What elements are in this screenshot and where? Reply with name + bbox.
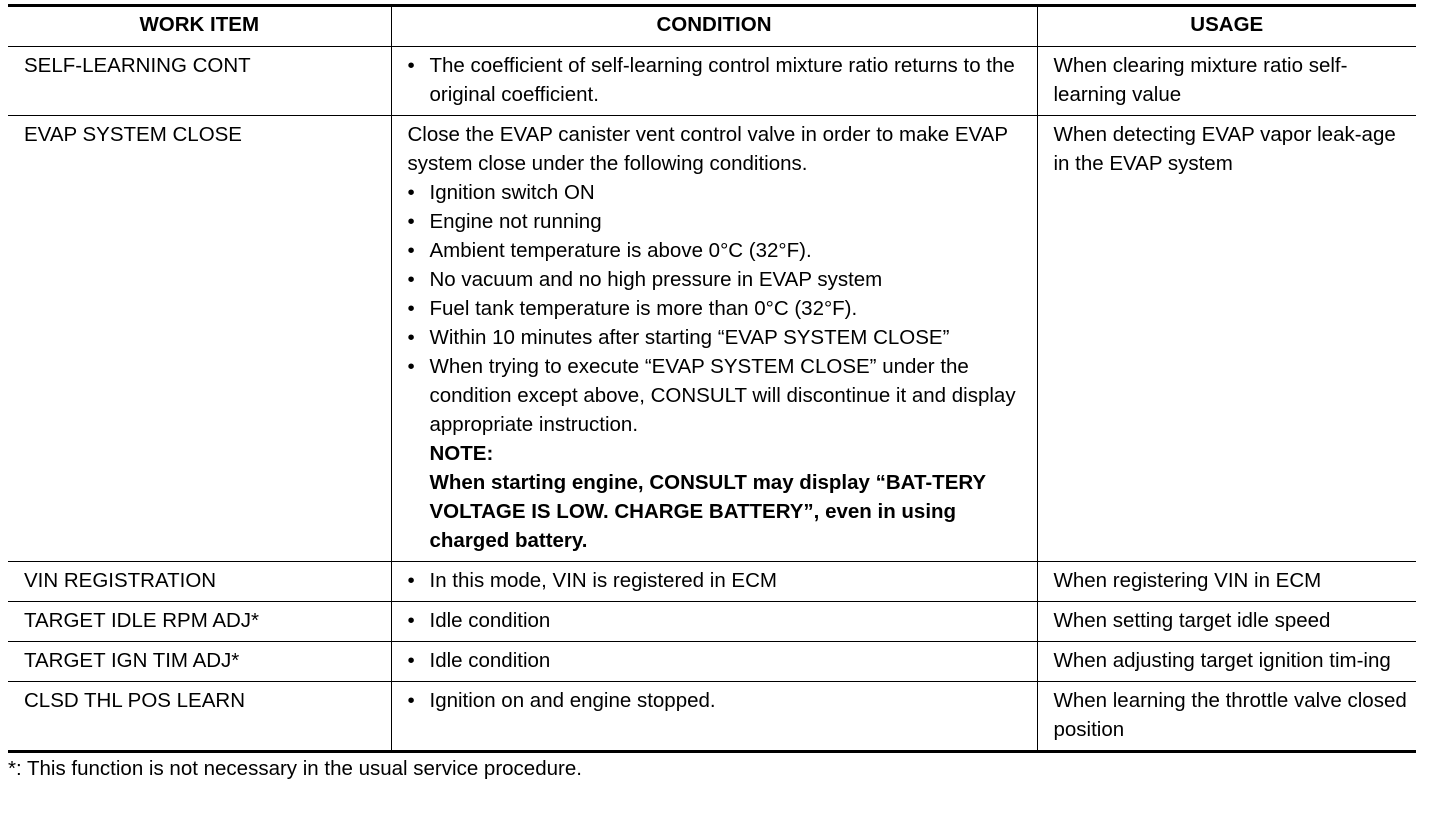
condition-intro: Close the EVAP canister vent control valve in order to make EVAP system close under the following conditions.: [407, 123, 1008, 175]
header-usage: USAGE: [1037, 6, 1416, 47]
condition-cell: [391, 116, 1037, 562]
work-item-cell: SELF-LEARNING CONT: [8, 47, 391, 116]
condition-cell: [391, 642, 1037, 682]
footnote: *: This function is not necessary in the usual service procedure.: [8, 757, 582, 780]
condition-cell: [391, 47, 1037, 116]
condition-list: [408, 686, 1029, 715]
note-text: When starting engine, CONSULT may display “BAT-TERY VOLTAGE IS LOW. CHARGE BATTERY”, even in using charged battery.: [429, 471, 986, 552]
table-row: [8, 47, 1416, 116]
condition-list: [408, 51, 1029, 109]
condition-item: • Idle condition: [408, 646, 1029, 675]
header-work-item: WORK ITEM: [8, 6, 391, 47]
condition-item: • Idle condition: [408, 606, 1029, 635]
table-row: [8, 682, 1416, 752]
condition-item: • Ambient temperature is above 0°C (32°F).: [408, 236, 1029, 265]
condition-item: • Engine not running: [408, 207, 1029, 236]
table-row: [8, 642, 1416, 682]
note-label: NOTE:: [429, 442, 494, 465]
condition-item: • Ignition on and engine stopped.: [408, 686, 1029, 715]
condition-cell: [391, 682, 1037, 752]
work-item-cell: VIN REGISTRATION: [8, 562, 391, 602]
condition-item: • Within 10 minutes after starting “EVAP SYSTEM CLOSE”: [408, 323, 1029, 352]
work-item-cell: EVAP SYSTEM CLOSE: [8, 116, 391, 562]
condition-list: [408, 178, 1029, 555]
condition-item: • The coefficient of self-learning control mixture ratio returns to the original coefficient.: [408, 51, 1029, 109]
condition-item: • No vacuum and no high pressure in EVAP system: [408, 265, 1029, 294]
condition-item: • Ignition switch ON: [408, 178, 1029, 207]
condition-list: [408, 566, 1029, 595]
header-condition: CONDITION: [391, 6, 1037, 47]
header-row: [8, 6, 1416, 47]
condition-list: [408, 646, 1029, 675]
condition-item-with-note: [408, 352, 1029, 555]
usage-cell: When learning the throttle valve closed position: [1037, 682, 1416, 752]
usage-cell: When clearing mixture ratio self-learning value: [1037, 47, 1416, 116]
work-support-sheet: [8, 4, 1416, 783]
condition-cell: [391, 562, 1037, 602]
condition-text: When trying to execute “EVAP SYSTEM CLOSE” under the condition except above, CONSULT will discontinue it and display appropriate instruction.: [429, 355, 1016, 436]
work-item-cell: CLSD THL POS LEARN: [8, 682, 391, 752]
usage-cell: When detecting EVAP vapor leak-age in the EVAP system: [1037, 116, 1416, 562]
condition-list: [408, 606, 1029, 635]
table-row: [8, 602, 1416, 642]
condition-cell: [391, 602, 1037, 642]
usage-cell: When adjusting target ignition tim-ing: [1037, 642, 1416, 682]
work-support-table: [8, 4, 1416, 753]
condition-item: • Fuel tank temperature is more than 0°C (32°F).: [408, 294, 1029, 323]
table-row: [8, 562, 1416, 602]
table-row: [8, 116, 1416, 562]
work-item-cell: TARGET IDLE RPM ADJ*: [8, 602, 391, 642]
usage-cell: When setting target idle speed: [1037, 602, 1416, 642]
work-item-cell: TARGET IGN TIM ADJ*: [8, 642, 391, 682]
usage-cell: When registering VIN in ECM: [1037, 562, 1416, 602]
condition-item: • In this mode, VIN is registered in ECM: [408, 566, 1029, 595]
